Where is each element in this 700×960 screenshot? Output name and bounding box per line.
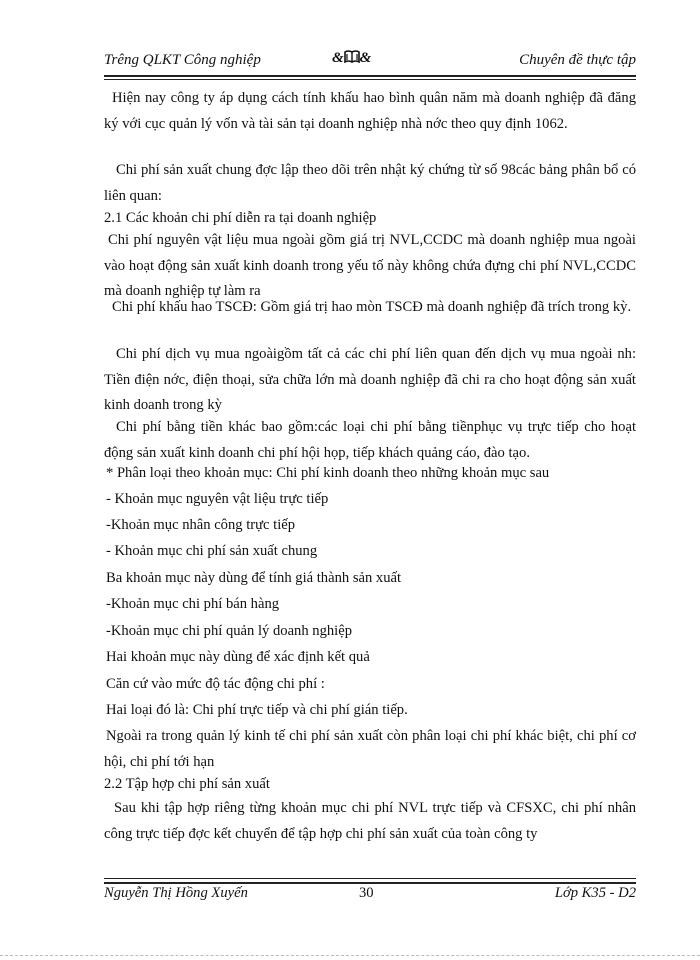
paragraph-fixed-assets: Chi phí khấu hao TSCĐ: Gồm giá trị hao mòn TSCĐ mà doanh nghiệp đã trích trong kỳ. [112, 299, 632, 315]
paragraph-depreciation: Hiện nay công ty áp dụng cách tính khấu hao bình quân năm mà doanh nghiệp đã đăng ký với cục quản lý vốn và tài sản tại doanh nghiệp nhà nớc theo quy định 1062. [104, 90, 636, 132]
page-header [104, 50, 636, 76]
list-intro: * Phân loại theo khoản mục: Chi phí kinh doanh theo những khoản mục sau [106, 465, 550, 481]
paragraph-overhead: Chi phí sản xuất chung đợc lập theo dõi trên nhật ký chứng từ số 98các bảng phân bổ có liên quan: [104, 162, 636, 204]
list-note: Căn cứ vào mức độ tác động chi phí : [106, 676, 325, 692]
list-item: - Khoản mục chi phí sản xuất chung [106, 543, 318, 559]
list-item: -Khoản mục nhân công trực tiếp [106, 517, 296, 533]
list-note: Hai khoản mục này dùng để xác định kết quả [106, 649, 370, 665]
paragraph-outsourced-services: Chi phí dịch vụ mua ngoàigồm tất cả các chi phí liên quan đến dịch vụ mua ngoài nh: Tiền điện nớc, điện thoại, sửa chữa lớn mà doanh nghiệp đã chi ra cho hoạt động sản xuất kinh doanh trong kỳ [104, 346, 636, 413]
footer-rule [104, 882, 636, 884]
paragraph-other-classifications: Ngoài ra trong quản lý kinh tế chi phí sản xuất còn phân loại chi phí khác biệt, chi phí cơ hội, chi phí tới hạn [104, 728, 636, 770]
list-note: Hai loại đó là: Chi phí trực tiếp và chi phí gián tiếp. [106, 702, 408, 718]
list-note: Ba khoản mục này dùng để tính giá thành sản xuất [106, 570, 402, 586]
list-item: -Khoản mục chi phí quản lý doanh nghiệp [106, 623, 353, 639]
header-ornament [332, 50, 371, 67]
paragraph-cost-aggregation: Sau khi tập hợp riêng từng khoản mục chi phí NVL trực tiếp và CFSXC, chi phí nhân công trực tiếp đợc kết chuyển để tập hợp chi phí sản xuất của toàn công ty [104, 800, 636, 842]
section-heading-2-2: 2.2 Tập hợp chi phí sản xuất [104, 776, 270, 792]
page-footer [104, 885, 636, 907]
page-number: 30 [359, 885, 374, 901]
header-rule [104, 75, 636, 77]
header-rule-thin [104, 79, 636, 80]
page-boundary [0, 955, 700, 956]
footer-author: Nguyễn Thị Hồng Xuyến [104, 885, 248, 901]
header-ornament-left: & [332, 50, 344, 66]
footer-rule-thin [104, 878, 636, 879]
header-school: Trêng QLKT Công nghiệp [104, 52, 261, 68]
header-topic: Chuyên đề thực tập [519, 52, 636, 68]
header-ornament-right: & [359, 50, 372, 66]
list-item: -Khoản mục chi phí bán hàng [106, 596, 280, 612]
paragraph-other-cash-costs: Chi phí bằng tiền khác bao gồm:các loại chi phí bằng tiềnphục vụ trực tiếp cho hoạt động sản xuất kinh doanh chi phí hội họp, tiếp khách quảng cáo, đào tạo. [104, 419, 636, 461]
book-icon [344, 50, 360, 63]
section-heading-2-1: 2.1 Các khoản chi phí diễn ra tại doanh nghiệp [104, 210, 377, 226]
paragraph-materials: Chi phí nguyên vật liệu mua ngoài gồm giá trị NVL,CCDC mà doanh nghiệp mua ngoài vào hoạt động sản xuất kinh doanh trong yếu tố này không chứa đựng chi phí NVL,CCDC mà doanh nghiệp tự làm ra [104, 232, 636, 299]
list-item: - Khoản mục nguyên vật liệu trực tiếp [106, 491, 329, 507]
footer-class: Lớp K35 - D2 [554, 885, 636, 901]
